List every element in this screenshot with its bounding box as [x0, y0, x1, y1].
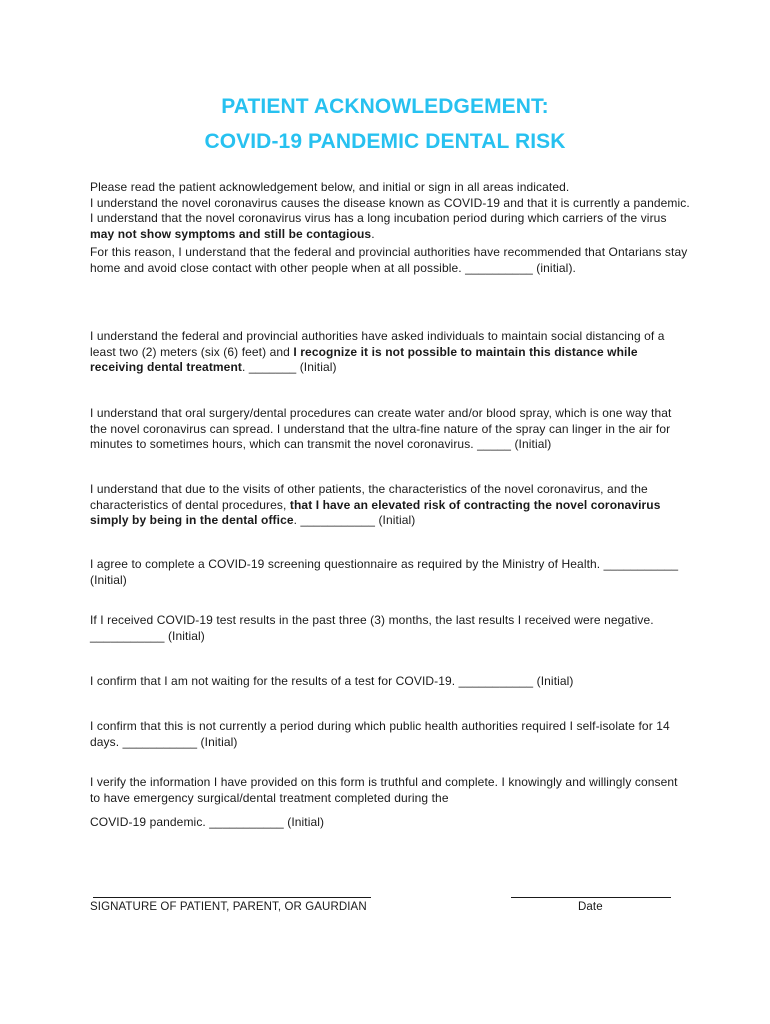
risk-paragraph: [90, 482, 690, 529]
verify-paragraph: I verify the information I have provided on this form is truthful and complete. I knowingly and willingly consent to have emergency surgical/dental treatment completed during the: [90, 775, 678, 805]
incubation-end: .: [371, 226, 375, 241]
not-waiting-paragraph: I confirm that I am not waiting for the results of a test for COVID-19. ___________ (Initial): [90, 674, 574, 688]
instruction-text: Please read the patient acknowledgement below, and initial or sign in all areas indicated.: [90, 180, 570, 194]
title-line-1: PATIENT ACKNOWLEDGEMENT:: [221, 95, 549, 118]
self-isolate-paragraph: I confirm that this is not currently a period during which public health authorities required I self-isolate for 14 days. ___________ (Initial): [90, 719, 670, 749]
incubation-paragraph: [90, 196, 690, 243]
risk-text: I understand that due to the visits of other patients, the characteristics of the novel coronavirus, and the characteristics of dental procedures,: [90, 482, 648, 512]
patient-signature-line[interactable]: [93, 897, 371, 898]
patient-signature-label: SIGNATURE OF PATIENT, PARENT, OR GAURDIAN: [90, 901, 367, 913]
intro-block: [90, 180, 690, 276]
distancing-paragraph: [90, 329, 690, 376]
distancing-bold-text: I recognize it is not possible to maintain this distance while receiving dental treatment: [90, 344, 638, 374]
pandemic-initial-line: COVID-19 pandemic. ___________ (Initial): [90, 815, 325, 829]
risk-bold-text: that I have an elevated risk of contracting the novel coronavirus simply by being in the dental office: [90, 497, 661, 527]
date-label: Date: [578, 901, 603, 913]
spray-paragraph: I understand that oral surgery/dental procedures can create water and/or blood spray, which is one way that the novel coronavirus can spread. I understand that the ultra-fine nature of the spray can linger in the air for minutes to sometimes hours, which can transmit the novel coronavirus. _____ (Initial): [90, 406, 672, 451]
date-signature-line[interactable]: [511, 897, 671, 898]
risk-initial: . ___________ (Initial): [293, 513, 416, 527]
distancing-text: I understand the federal and provincial authorities have asked individuals to maintain social distancing of a least two (2) meters (six (6) feet) and: [90, 329, 665, 359]
incubation-text: I understand the novel coronavirus causes the disease known as COVID-19 and that it is currently a pandemic. I understand that the novel coronavirus virus has a long incubation period during which carriers of the virus: [90, 195, 690, 225]
incubation-bold-text: may not show symptoms and still be contagious: [90, 226, 372, 241]
test-results-paragraph: If I received COVID-19 test results in the past three (3) months, the last results I received were negative. ___________ (Initial): [90, 613, 654, 643]
stay-home-paragraph: For this reason, I understand that the federal and provincial authorities have recommended that Ontarians stay home and avoid close contact with other people when at all possible. __________ (initial).: [90, 245, 688, 275]
title-line-2: COVID-19 PANDEMIC DENTAL RISK: [204, 130, 566, 153]
distancing-initial: . _______ (Initial): [241, 360, 337, 374]
screening-paragraph: I agree to complete a COVID-19 screening questionnaire as required by the Ministry of Health. ___________ (Initial): [90, 557, 679, 587]
